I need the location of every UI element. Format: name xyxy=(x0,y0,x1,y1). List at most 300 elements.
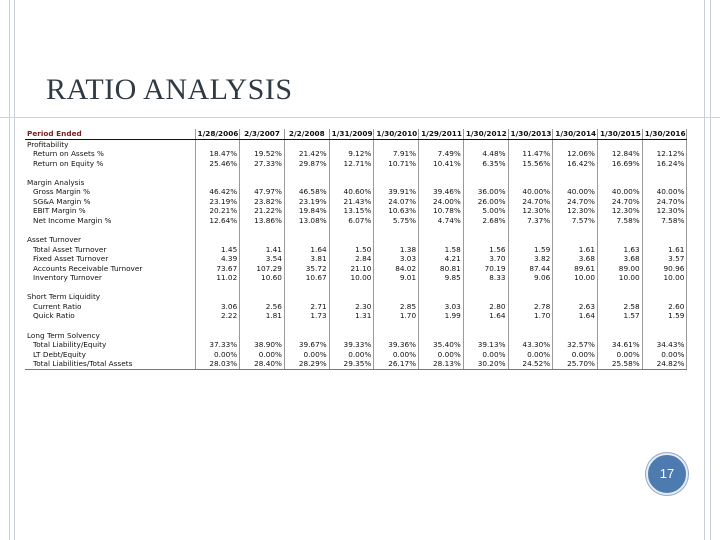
ratio-value: 3.57 xyxy=(642,254,687,264)
ratio-value: 13.08% xyxy=(284,216,329,226)
ratio-value: 27.33% xyxy=(240,159,285,169)
empty-cell xyxy=(508,292,553,302)
ratio-value: 9.85 xyxy=(419,273,464,283)
ratio-value: 7.58% xyxy=(597,216,642,226)
ratio-value: 21.43% xyxy=(329,197,374,207)
ratio-value: 10.63% xyxy=(374,206,419,216)
spacer-cell xyxy=(597,225,642,235)
section-title: Asset Turnover xyxy=(25,235,195,245)
ratio-value: 12.64% xyxy=(195,216,240,226)
spacer-cell xyxy=(642,225,687,235)
ratio-value: 2.56 xyxy=(240,302,285,312)
table-row xyxy=(25,273,687,283)
empty-cell xyxy=(284,292,329,302)
empty-cell xyxy=(374,292,419,302)
ratio-value: 1.50 xyxy=(329,245,374,255)
row-label: SG&A Margin % xyxy=(25,197,195,207)
ratio-value: 23.19% xyxy=(195,197,240,207)
spacer-cell xyxy=(329,321,374,331)
spacer-cell xyxy=(195,225,240,235)
row-label: Return on Equity % xyxy=(25,159,195,169)
ratio-value: 46.58% xyxy=(284,187,329,197)
ratio-value: 7.57% xyxy=(553,216,598,226)
ratio-value: 0.00% xyxy=(419,350,464,360)
ratio-value: 1.70 xyxy=(508,311,553,321)
empty-cell xyxy=(597,330,642,340)
spacer-cell xyxy=(284,168,329,178)
ratio-value: 25.58% xyxy=(597,359,642,369)
ratio-value: 3.03 xyxy=(374,254,419,264)
ratio-value: 19.84% xyxy=(284,206,329,216)
spacer-cell xyxy=(553,168,598,178)
table-row xyxy=(25,149,687,159)
spacer-cell xyxy=(553,225,598,235)
spacer-cell xyxy=(374,225,419,235)
page-number-badge: 17 xyxy=(646,453,688,495)
ratio-value: 19.52% xyxy=(240,149,285,159)
ratio-value: 40.00% xyxy=(597,187,642,197)
ratio-value: 29.87% xyxy=(284,159,329,169)
ratio-value: 2.68% xyxy=(463,216,508,226)
table-row xyxy=(25,197,687,207)
period-ended-label: Period Ended xyxy=(25,129,195,139)
ratio-value: 1.81 xyxy=(240,311,285,321)
table-row xyxy=(25,340,687,350)
ratio-value: 1.73 xyxy=(284,311,329,321)
spacer-cell xyxy=(419,225,464,235)
empty-cell xyxy=(329,139,374,149)
ratio-value: 9.12% xyxy=(329,149,374,159)
ratio-value: 10.60 xyxy=(240,273,285,283)
spacer-cell xyxy=(553,321,598,331)
empty-cell xyxy=(284,139,329,149)
ratio-value: 10.67 xyxy=(284,273,329,283)
empty-cell xyxy=(553,178,598,188)
spacer-cell xyxy=(508,168,553,178)
spacer-cell xyxy=(240,168,285,178)
ratio-value: 0.00% xyxy=(508,350,553,360)
ratio-value: 25.46% xyxy=(195,159,240,169)
ratio-value: 0.00% xyxy=(284,350,329,360)
empty-cell xyxy=(195,330,240,340)
empty-cell xyxy=(374,178,419,188)
ratio-value: 90.96 xyxy=(642,264,687,274)
ratio-value: 3.70 xyxy=(463,254,508,264)
ratio-value: 1.41 xyxy=(240,245,285,255)
ratio-value: 13.86% xyxy=(240,216,285,226)
ratio-value: 3.82 xyxy=(508,254,553,264)
ratio-value: 9.01 xyxy=(374,273,419,283)
spacer-cell xyxy=(25,225,195,235)
row-label: Total Asset Turnover xyxy=(25,245,195,255)
ratio-value: 1.64 xyxy=(284,245,329,255)
ratio-value: 12.12% xyxy=(642,149,687,159)
spacer-cell xyxy=(25,283,195,293)
empty-cell xyxy=(463,292,508,302)
table-row xyxy=(25,254,687,264)
empty-cell xyxy=(419,235,464,245)
table-row xyxy=(25,187,687,197)
period-header: 1/30/2012 xyxy=(463,129,508,139)
ratio-value: 21.10 xyxy=(329,264,374,274)
ratio-value: 4.74% xyxy=(419,216,464,226)
ratio-value: 0.00% xyxy=(463,350,508,360)
spacer-row xyxy=(25,225,687,235)
ratio-value: 0.00% xyxy=(553,350,598,360)
ratio-value: 2.60 xyxy=(642,302,687,312)
ratio-value: 26.17% xyxy=(374,359,419,369)
ratio-value: 0.00% xyxy=(195,350,240,360)
empty-cell xyxy=(284,178,329,188)
spacer-cell xyxy=(419,168,464,178)
empty-cell xyxy=(195,292,240,302)
empty-cell xyxy=(597,139,642,149)
empty-cell xyxy=(240,178,285,188)
ratio-value: 7.37% xyxy=(508,216,553,226)
section-title: Margin Analysis xyxy=(25,178,195,188)
section-title: Short Term Liquidity xyxy=(25,292,195,302)
period-header: 1/29/2011 xyxy=(419,129,464,139)
ratio-value: 43.30% xyxy=(508,340,553,350)
ratio-value: 39.13% xyxy=(463,340,508,350)
ratio-value: 70.19 xyxy=(463,264,508,274)
ratio-value: 21.42% xyxy=(284,149,329,159)
empty-cell xyxy=(240,330,285,340)
ratio-value: 0.00% xyxy=(374,350,419,360)
row-label: Return on Assets % xyxy=(25,149,195,159)
period-header: 1/30/2015 xyxy=(597,129,642,139)
empty-cell xyxy=(642,139,687,149)
period-header: 1/31/2009 xyxy=(329,129,374,139)
slide-title: RATIO ANALYSIS xyxy=(46,73,293,106)
ratio-value: 39.33% xyxy=(329,340,374,350)
ratio-value: 10.78% xyxy=(419,206,464,216)
ratio-value: 1.61 xyxy=(642,245,687,255)
ratio-value: 1.59 xyxy=(508,245,553,255)
ratio-value: 3.68 xyxy=(597,254,642,264)
ratio-value: 35.72 xyxy=(284,264,329,274)
ratio-value: 36.00% xyxy=(463,187,508,197)
empty-cell xyxy=(419,330,464,340)
ratio-value: 6.35% xyxy=(463,159,508,169)
table-row xyxy=(25,302,687,312)
ratio-value: 30.20% xyxy=(463,359,508,369)
ratio-value: 28.40% xyxy=(240,359,285,369)
ratio-value: 2.22 xyxy=(195,311,240,321)
ratio-value: 87.44 xyxy=(508,264,553,274)
row-label: LT Debt/Equity xyxy=(25,350,195,360)
ratio-value: 34.43% xyxy=(642,340,687,350)
period-header: 1/30/2014 xyxy=(553,129,598,139)
ratio-value: 2.85 xyxy=(374,302,419,312)
ratio-value: 32.57% xyxy=(553,340,598,350)
ratio-value: 37.33% xyxy=(195,340,240,350)
ratio-value: 24.00% xyxy=(419,197,464,207)
empty-cell xyxy=(195,139,240,149)
ratio-value: 24.52% xyxy=(508,359,553,369)
spacer-cell xyxy=(195,321,240,331)
slide-frame-line-left-inner xyxy=(14,0,15,540)
ratio-value: 28.29% xyxy=(284,359,329,369)
empty-cell xyxy=(284,330,329,340)
period-header: 1/30/2010 xyxy=(374,129,419,139)
row-label: Net Income Margin % xyxy=(25,216,195,226)
ratio-value: 26.00% xyxy=(463,197,508,207)
spacer-cell xyxy=(25,168,195,178)
spacer-cell xyxy=(284,283,329,293)
ratio-value: 29.35% xyxy=(329,359,374,369)
ratio-value: 1.58 xyxy=(419,245,464,255)
spacer-cell xyxy=(25,321,195,331)
ratio-value: 1.64 xyxy=(553,311,598,321)
ratio-value: 0.00% xyxy=(642,350,687,360)
spacer-cell xyxy=(597,283,642,293)
ratio-value: 23.82% xyxy=(240,197,285,207)
section-title: Profitability xyxy=(25,139,195,149)
period-header: 2/2/2008 xyxy=(284,129,329,139)
ratio-value: 10.00 xyxy=(597,273,642,283)
row-label: EBIT Margin % xyxy=(25,206,195,216)
empty-cell xyxy=(597,178,642,188)
ratio-value: 23.19% xyxy=(284,197,329,207)
empty-cell xyxy=(374,330,419,340)
table-row xyxy=(25,206,687,216)
ratio-value: 12.06% xyxy=(553,149,598,159)
slide-frame-line-left xyxy=(9,0,10,540)
ratio-value: 4.39 xyxy=(195,254,240,264)
section-title: Long Term Solvency xyxy=(25,330,195,340)
ratio-value: 24.70% xyxy=(597,197,642,207)
ratio-value: 10.00 xyxy=(329,273,374,283)
spacer-cell xyxy=(374,321,419,331)
spacer-cell xyxy=(240,225,285,235)
empty-cell xyxy=(597,292,642,302)
ratio-value: 6.07% xyxy=(329,216,374,226)
spacer-cell xyxy=(284,225,329,235)
empty-cell xyxy=(240,235,285,245)
spacer-cell xyxy=(419,283,464,293)
ratio-value: 3.68 xyxy=(553,254,598,264)
ratio-value: 1.38 xyxy=(374,245,419,255)
empty-cell xyxy=(419,139,464,149)
empty-cell xyxy=(553,330,598,340)
spacer-cell xyxy=(463,225,508,235)
spacer-cell xyxy=(508,283,553,293)
ratio-value: 10.00 xyxy=(642,273,687,283)
spacer-row xyxy=(25,321,687,331)
ratio-value: 40.00% xyxy=(553,187,598,197)
empty-cell xyxy=(642,235,687,245)
ratio-value: 89.61 xyxy=(553,264,598,274)
period-header: 2/3/2007 xyxy=(240,129,285,139)
empty-cell xyxy=(463,235,508,245)
ratio-value: 39.67% xyxy=(284,340,329,350)
ratio-value: 73.67 xyxy=(195,264,240,274)
ratio-value: 12.30% xyxy=(553,206,598,216)
ratio-value: 12.84% xyxy=(597,149,642,159)
table-row xyxy=(25,264,687,274)
empty-cell xyxy=(642,330,687,340)
ratio-value: 4.48% xyxy=(463,149,508,159)
ratio-value: 25.70% xyxy=(553,359,598,369)
spacer-cell xyxy=(240,321,285,331)
spacer-cell xyxy=(463,283,508,293)
ratio-value: 20.21% xyxy=(195,206,240,216)
ratio-value: 18.47% xyxy=(195,149,240,159)
spacer-cell xyxy=(463,321,508,331)
period-header: 1/30/2013 xyxy=(508,129,553,139)
empty-cell xyxy=(329,292,374,302)
row-label: Total Liabilities/Total Assets xyxy=(25,359,195,369)
empty-cell xyxy=(240,139,285,149)
ratio-value: 28.03% xyxy=(195,359,240,369)
spacer-cell xyxy=(508,321,553,331)
ratio-value: 1.57 xyxy=(597,311,642,321)
ratio-value: 39.46% xyxy=(419,187,464,197)
row-label: Quick Ratio xyxy=(25,311,195,321)
spacer-cell xyxy=(329,168,374,178)
empty-cell xyxy=(374,235,419,245)
empty-cell xyxy=(597,235,642,245)
ratio-value: 80.81 xyxy=(419,264,464,274)
spacer-cell xyxy=(642,321,687,331)
empty-cell xyxy=(419,178,464,188)
period-header: 1/28/2006 xyxy=(195,129,240,139)
ratio-value: 47.97% xyxy=(240,187,285,197)
spacer-cell xyxy=(284,321,329,331)
empty-cell xyxy=(195,235,240,245)
ratio-value: 5.00% xyxy=(463,206,508,216)
ratio-value: 35.40% xyxy=(419,340,464,350)
spacer-cell xyxy=(240,283,285,293)
ratio-value: 1.63 xyxy=(597,245,642,255)
ratio-value: 24.07% xyxy=(374,197,419,207)
ratio-value: 39.91% xyxy=(374,187,419,197)
spacer-cell xyxy=(553,283,598,293)
empty-cell xyxy=(553,292,598,302)
ratio-value: 16.24% xyxy=(642,159,687,169)
ratio-value: 39.36% xyxy=(374,340,419,350)
ratio-value: 89.00 xyxy=(597,264,642,274)
row-label: Total Liability/Equity xyxy=(25,340,195,350)
ratio-value: 40.00% xyxy=(642,187,687,197)
ratio-value: 2.30 xyxy=(329,302,374,312)
ratio-value: 1.59 xyxy=(642,311,687,321)
ratio-value: 15.56% xyxy=(508,159,553,169)
row-label: Accounts Receivable Turnover xyxy=(25,264,195,274)
spacer-cell xyxy=(642,283,687,293)
ratio-value: 10.41% xyxy=(419,159,464,169)
section-row xyxy=(25,139,687,149)
empty-cell xyxy=(508,178,553,188)
ratio-value: 46.42% xyxy=(195,187,240,197)
empty-cell xyxy=(463,139,508,149)
ratio-value: 24.70% xyxy=(508,197,553,207)
section-row xyxy=(25,178,687,188)
ratio-value: 2.58 xyxy=(597,302,642,312)
empty-cell xyxy=(329,235,374,245)
ratio-value: 12.30% xyxy=(597,206,642,216)
ratio-analysis-table xyxy=(25,129,687,370)
ratio-value: 7.49% xyxy=(419,149,464,159)
ratio-value: 24.70% xyxy=(642,197,687,207)
section-row xyxy=(25,235,687,245)
spacer-cell xyxy=(419,321,464,331)
spacer-cell xyxy=(374,168,419,178)
ratio-value: 13.15% xyxy=(329,206,374,216)
ratio-value: 1.70 xyxy=(374,311,419,321)
ratio-value: 40.60% xyxy=(329,187,374,197)
section-row xyxy=(25,330,687,340)
ratio-value: 5.75% xyxy=(374,216,419,226)
ratio-value: 3.54 xyxy=(240,254,285,264)
ratio-value: 1.64 xyxy=(463,311,508,321)
empty-cell xyxy=(284,235,329,245)
empty-cell xyxy=(374,139,419,149)
ratio-value: 1.31 xyxy=(329,311,374,321)
row-label: Gross Margin % xyxy=(25,187,195,197)
slide-frame-line-right xyxy=(710,0,711,540)
ratio-value: 11.02 xyxy=(195,273,240,283)
ratio-value: 4.21 xyxy=(419,254,464,264)
table-row xyxy=(25,245,687,255)
title-divider xyxy=(0,117,720,118)
ratio-value: 10.71% xyxy=(374,159,419,169)
table-row xyxy=(25,216,687,226)
ratio-value: 2.78 xyxy=(508,302,553,312)
table-header-row xyxy=(25,129,687,139)
empty-cell xyxy=(419,292,464,302)
ratio-value: 0.00% xyxy=(240,350,285,360)
spacer-cell xyxy=(374,283,419,293)
ratio-value: 11.47% xyxy=(508,149,553,159)
ratio-value: 16.69% xyxy=(597,159,642,169)
spacer-cell xyxy=(195,168,240,178)
row-label: Inventory Turnover xyxy=(25,273,195,283)
spacer-row xyxy=(25,283,687,293)
ratio-value: 0.00% xyxy=(597,350,642,360)
ratio-value: 21.22% xyxy=(240,206,285,216)
ratio-value: 12.30% xyxy=(508,206,553,216)
spacer-cell xyxy=(597,168,642,178)
ratio-value: 84.02 xyxy=(374,264,419,274)
ratio-value: 16.42% xyxy=(553,159,598,169)
ratio-value: 2.84 xyxy=(329,254,374,264)
empty-cell xyxy=(642,292,687,302)
empty-cell xyxy=(240,292,285,302)
ratio-value: 24.70% xyxy=(553,197,598,207)
ratio-value: 2.71 xyxy=(284,302,329,312)
ratio-value: 3.81 xyxy=(284,254,329,264)
spacer-cell xyxy=(642,168,687,178)
ratio-value: 24.82% xyxy=(642,359,687,369)
empty-cell xyxy=(553,139,598,149)
empty-cell xyxy=(329,178,374,188)
slide-frame-line-right-inner xyxy=(704,0,705,540)
ratio-value: 40.00% xyxy=(508,187,553,197)
table-row xyxy=(25,159,687,169)
table-row xyxy=(25,359,687,369)
empty-cell xyxy=(195,178,240,188)
ratio-value: 7.91% xyxy=(374,149,419,159)
spacer-cell xyxy=(329,283,374,293)
ratio-value: 3.06 xyxy=(195,302,240,312)
spacer-row xyxy=(25,168,687,178)
empty-cell xyxy=(463,178,508,188)
table-row xyxy=(25,350,687,360)
ratio-value: 1.56 xyxy=(463,245,508,255)
spacer-cell xyxy=(195,283,240,293)
